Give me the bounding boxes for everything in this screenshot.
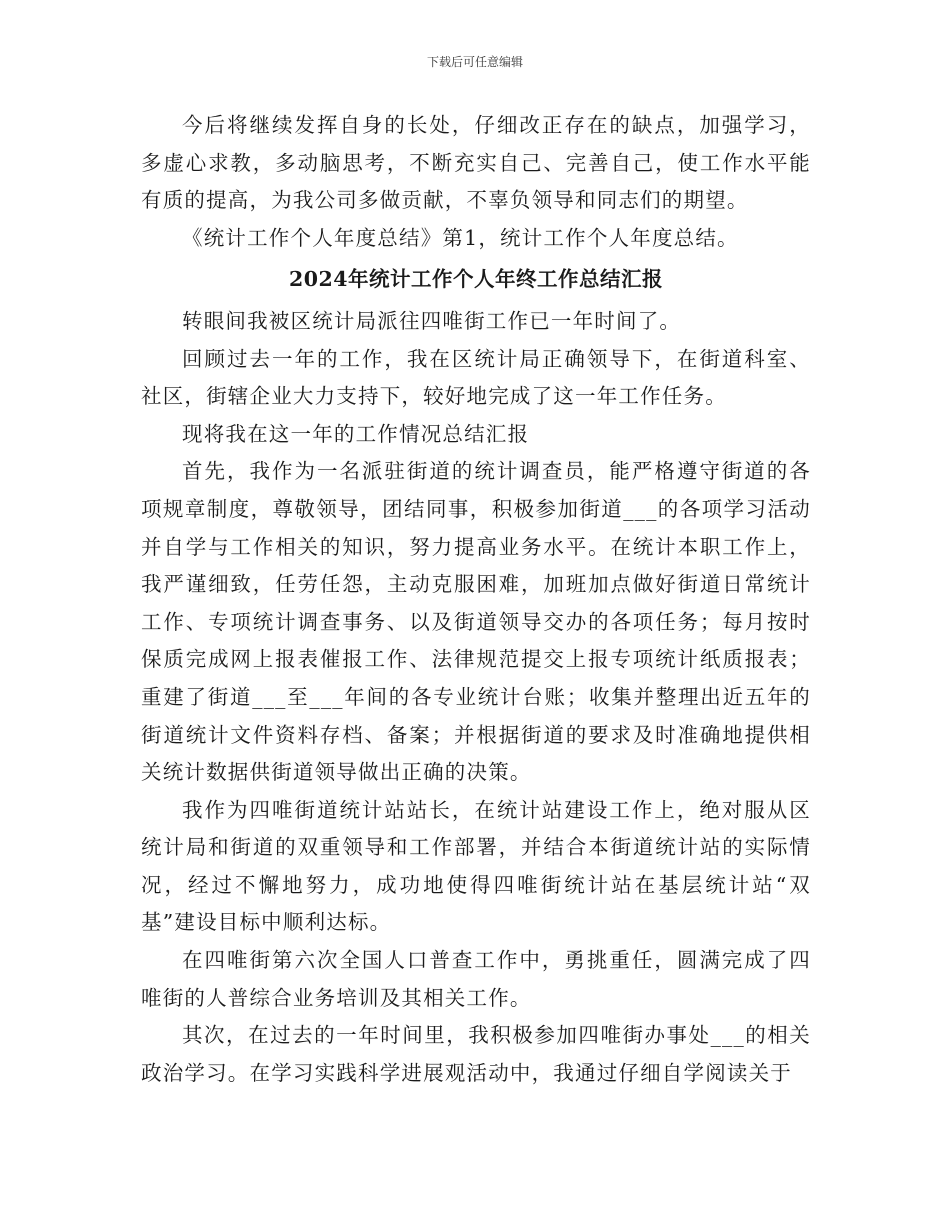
- body-paragraph-4: 首先，我作为一名派驻街道的统计调查员，能严格遵守街道的各项规章制度，尊敬领导，团结同事，积极参加街道___的各项学习活动并自学与工作相关的知识，努力提高业务水平。在统计本职工作上，我严谨细致，任劳任怨，主动克服困难，加班加点做好街道日常统计工作、专项统计调查事务、以及街道领导交办的各项任务；每月按时保质完成网上报表催报工作、法律规范提交上报专项统计纸质报表；重建了街道___至___年间的各专业统计台账；收集并整理出近五年的街道统计文件资料存档、备案；并根据街道的要求及时准确地提供相关统计数据供街道领导做出正确的决策。: [141, 459, 811, 785]
- intro-paragraph-2: 《统计工作个人年度总结》第1，统计工作个人年度总结。: [182, 225, 739, 250]
- body-paragraph-2: 回顾过去一年的工作，我在区统计局正确领导下，在街道科室、社区，街辖企业大力支持下，较好地完成了这一年工作任务。: [141, 346, 811, 409]
- body-paragraph-5: 我作为四唯街道统计站站长，在统计站建设工作上，绝对服从区统计局和街道的双重领导和工作部署，并结合本街道统计站的实际情况，经过不懈地努力，成功地使得四唯街统计站在基层统计站“双基”建设目标中顺利达标。: [141, 797, 811, 935]
- body-paragraph-1: 转眼间我被区统计局派往四唯街工作已一年时间了。: [182, 308, 682, 333]
- body-paragraph-6: 在四唯街第六次全国人口普查工作中，勇挑重任，圆满完成了四唯街的人普综合业务培训及其相关工作。: [141, 948, 811, 1010]
- document-body: [141, 107, 811, 1092]
- section-title: 2024年统计工作个人年终工作总结汇报: [288, 267, 664, 292]
- body-paragraph-3: 现将我在这一年的工作情况总结汇报: [182, 421, 530, 446]
- page-header: 下载后可任意编辑: [426, 55, 523, 69]
- body-paragraph-7: 其次，在过去的一年时间里，我积极参加四唯街办事处___的相关政治学习。在学习实践科学进展观活动中，我通过仔细自学阅读关于: [141, 1023, 811, 1085]
- intro-paragraph-1: 今后将继续发挥自身的长处，仔细改正存在的缺点，加强学习，多虚心求教，多动脑思考，不断充实自己、完善自己，使工作水平能有质的提高，为我公司多做贡献，不辜负领导和同志们的期望。: [141, 113, 811, 213]
